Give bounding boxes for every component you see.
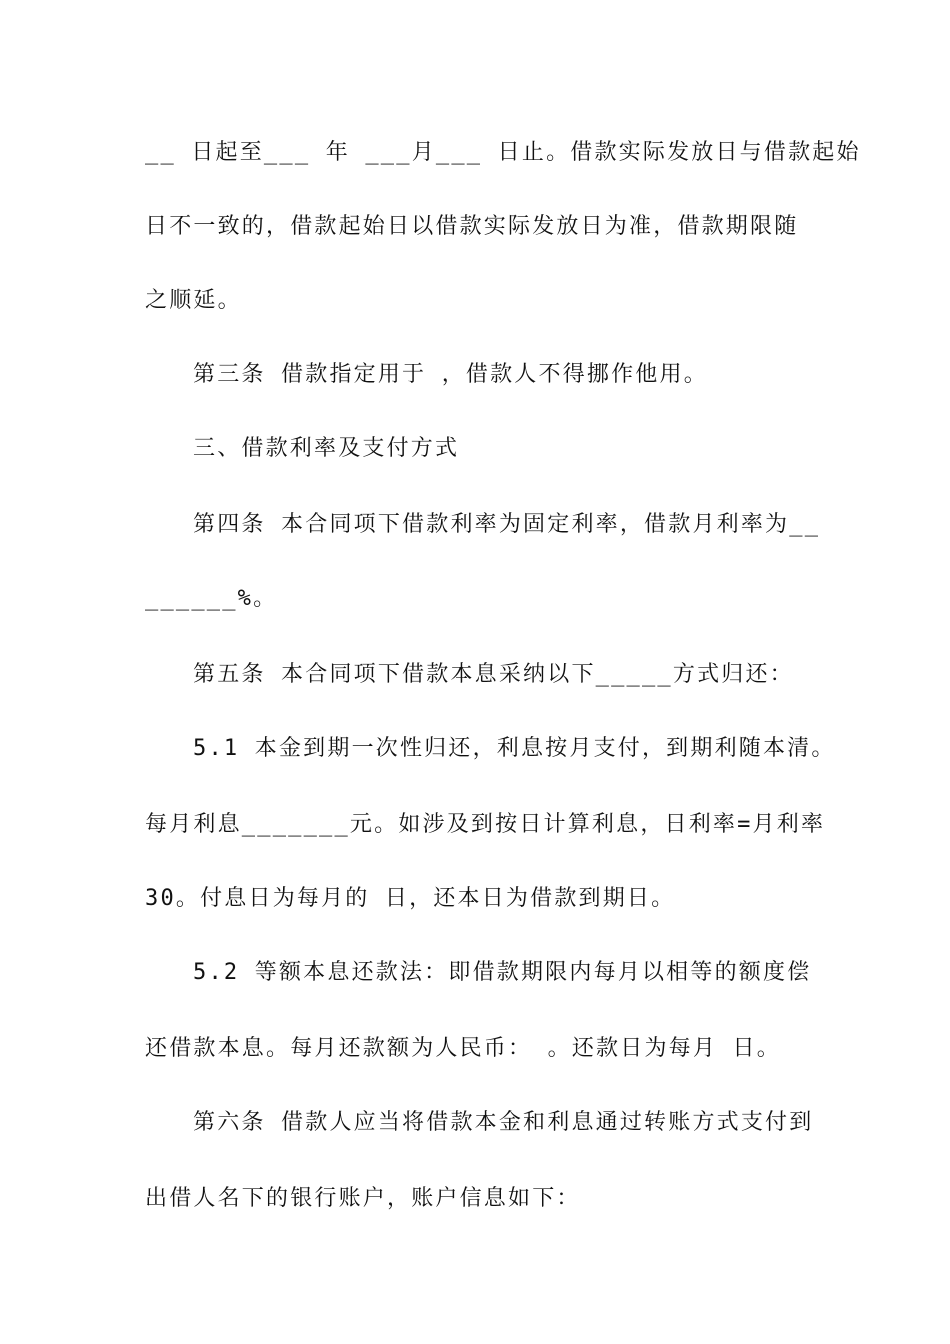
text-line-monthly-interest: 每月利息_______元。如涉及到按日计算利息，日利率=月利率: [145, 812, 826, 837]
clause-5-1-lump-sum: 5.1 本金到期一次性归还，利息按月支付，到期利随本清。: [193, 736, 836, 761]
article-6-transfer: 第六条 借款人应当将借款本金和利息通过转账方式支付到: [193, 1110, 814, 1135]
clause-5-2-equal-installment: 5.2 等额本息还款法：即借款期限内每月以相等的额度偿: [193, 960, 812, 985]
text-line-term-dates: __ 日起至___ 年 ___月___ 日止。借款实际发放日与借款起始: [145, 140, 861, 165]
text-line-account-info: 出借人名下的银行账户，账户信息如下：: [145, 1186, 581, 1211]
article-4-interest-rate: 第四条 本合同项下借款利率为固定利率，借款月利率为__: [193, 512, 821, 537]
article-5-repayment-method: 第五条 本合同项下借款本息采纳以下_____方式归还：: [193, 662, 794, 687]
text-line-postpone: 之顺延。: [145, 288, 242, 313]
text-line-rate-percent: ______%。: [145, 586, 278, 611]
text-line-payment-day: 30。付息日为每月的 日，还本日为借款到期日。: [145, 886, 676, 911]
article-3-purpose: 第三条 借款指定用于 ，借款人不得挪作他用。: [193, 362, 708, 387]
section-heading-interest-payment: 三、借款利率及支付方式: [193, 436, 460, 461]
text-line-monthly-payment: 还借款本息。每月还款额为人民币： 。还款日为每月 日。: [145, 1036, 781, 1061]
text-line-start-date-rule: 日不一致的，借款起始日以借款实际发放日为准，借款期限随: [145, 214, 799, 239]
